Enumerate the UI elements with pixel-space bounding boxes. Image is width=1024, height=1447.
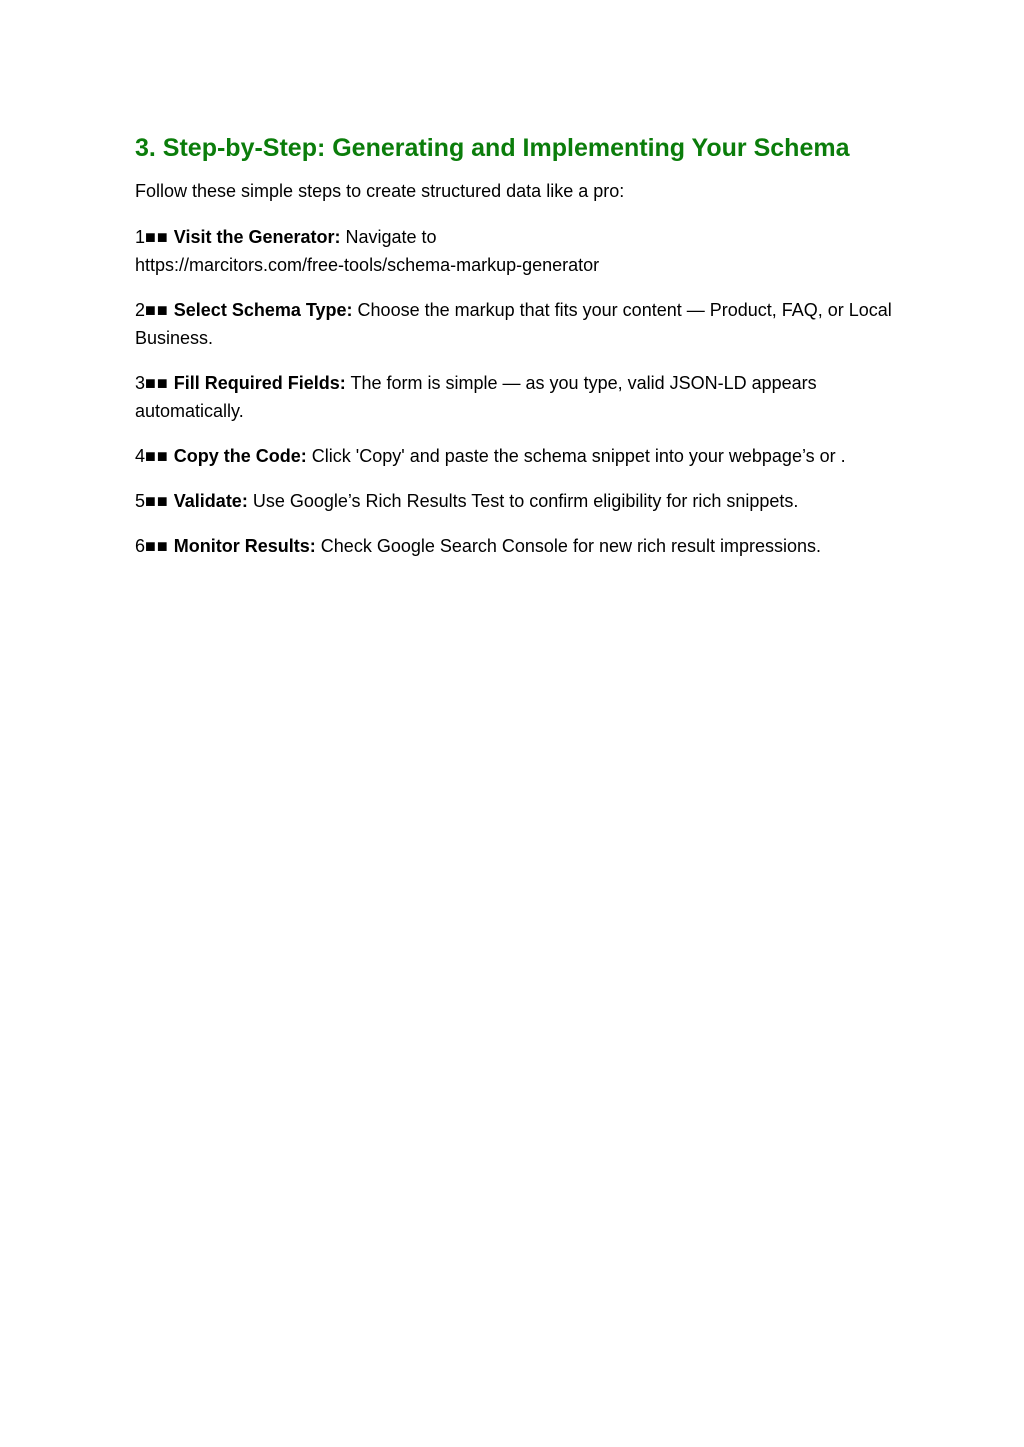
square-bullet-icon: ■■ [145, 373, 169, 393]
step-text: Choose the markup that fits your content — Product, FAQ, or Local Business. [135, 300, 892, 348]
step-text: Use Google’s Rich Results Test to confirm eligibility for rich snippets. [252, 491, 799, 511]
step-number: 6 [135, 536, 146, 556]
step-item-6 [135, 532, 895, 560]
step-number: 5 [135, 491, 146, 511]
step-item-4 [135, 442, 895, 470]
intro-paragraph: Follow these simple steps to create structured data like a pro: [135, 181, 625, 201]
square-bullet-icon: ■■ [145, 536, 169, 556]
step-text: Check Google Search Console for new rich result impressions. [320, 536, 822, 556]
step-number: 1 [135, 227, 146, 247]
section-heading: 3. Step-by-Step: Generating and Implementing Your Schema [135, 134, 850, 162]
document-page [135, 131, 895, 577]
step-text: The form is simple — as you type, valid JSON-LD appears automatically. [135, 373, 817, 421]
square-bullet-icon: ■■ [145, 300, 169, 320]
step-label: Validate: [173, 491, 248, 511]
step-label: Fill Required Fields: [173, 373, 346, 393]
step-label: Visit the Generator: [173, 227, 341, 247]
step-number: 3 [135, 373, 146, 393]
step-item-5 [135, 487, 895, 515]
square-bullet-icon: ■■ [145, 227, 169, 247]
step-item-1 [135, 223, 895, 279]
square-bullet-icon: ■■ [145, 491, 169, 511]
steps-list [135, 223, 895, 560]
generator-url: https://marcitors.com/free-tools/schema-markup-generator [135, 255, 600, 275]
square-bullet-icon: ■■ [145, 446, 169, 466]
step-text: Click 'Copy' and paste the schema snippet into your webpage’s or . [311, 446, 846, 466]
step-text: Navigate to [345, 227, 437, 247]
step-item-3 [135, 369, 895, 425]
step-number: 4 [135, 446, 146, 466]
step-label: Select Schema Type: [173, 300, 353, 320]
step-number: 2 [135, 300, 146, 320]
step-label: Copy the Code: [173, 446, 307, 466]
step-item-2 [135, 296, 895, 352]
step-label: Monitor Results: [173, 536, 316, 556]
